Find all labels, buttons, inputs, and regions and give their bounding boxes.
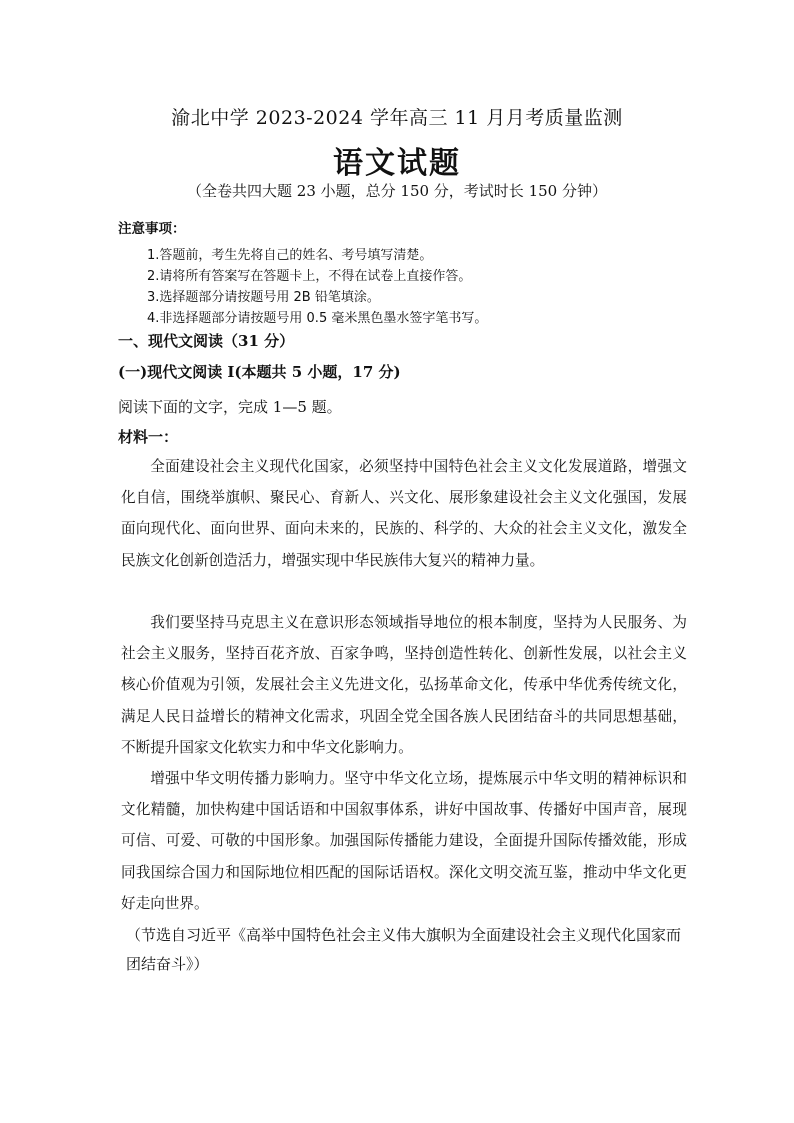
subsection-heading: (一)现代文阅读 I(本题共 5 小题，17 分): [118, 363, 401, 381]
exam-header: 渝北中学 2023-2024 学年高三 11 月月考质量监测: [171, 107, 623, 129]
exam-title: 语文试题: [333, 146, 461, 181]
notice-item: 4.非选择题部分请按题号用 0.5 毫米黑色墨水签字笔书写。: [147, 311, 488, 326]
exam-subtitle: （全卷共四大题 23 小题，总分 150 分，考试时长 150 分钟）: [187, 182, 607, 200]
section-heading: 一、现代文阅读（31 分）: [118, 332, 295, 350]
material-paragraph: 增强中华文明传播力影响力。坚守中华文化立场，提炼展示中华文明的精神标识和文化精髓，加快构建中国话语和中国叙事体系，讲好中国故事、传播好中国声音，展现可信、可爱、可敬的中国形象。加强国际传播能力建设，全面提升国际传播效能，形成同我国综合国力和国际地位相匹配的国际话语权。深化文明交流互鉴，推动中华文化更好走向世界。: [121, 770, 687, 912]
notice-heading: 注意事项：: [118, 221, 186, 237]
notice-list: [147, 245, 487, 329]
material-label: 材料一：: [118, 428, 179, 446]
notice-item: 3.选择题部分请按题号用 2B 铅笔填涂。: [147, 290, 380, 305]
reading-instruction: 阅读下面的文字，完成 1—5 题。: [118, 398, 342, 416]
material-paragraph: 我们要坚持马克思主义在意识形态领域指导地位的根本制度，坚持为人民服务、为社会主义服务，坚持百花齐放、百家争鸣，坚持创造性转化、创新性发展，以社会主义核心价值观为引领，发展社会主义先进文化，弘扬革命文化，传承中华优秀传统文化，满足人民日益增长的精神文化需求，巩固全党全国各族人民团结奋斗的共同思想基础，不断提升国家文化软实力和中华文化影响力。: [121, 614, 687, 756]
source-citation: （节选自习近平《高举中国特色社会主义伟大旗帜为全面建设社会主义现代化国家而团结奋斗》）: [126, 926, 682, 973]
notice-item: 1.答题前，考生先将自己的姓名、考号填写清楚。: [147, 248, 433, 263]
notice-item: 2.请将所有答案写在答题卡上，不得在试卷上直接作答。: [147, 269, 472, 284]
material-paragraph: 全面建设社会主义现代化国家，必须坚持中国特色社会主义文化发展道路，增强文化自信，围绕举旗帜、聚民心、育新人、兴文化、展形象建设社会主义文化强国，发展面向现代化、面向世界、面向未来的，民族的、科学的、大众的社会主义文化，激发全民族文化创新创造活力，增强实现中华民族伟大复兴的精神力量。: [121, 458, 687, 569]
